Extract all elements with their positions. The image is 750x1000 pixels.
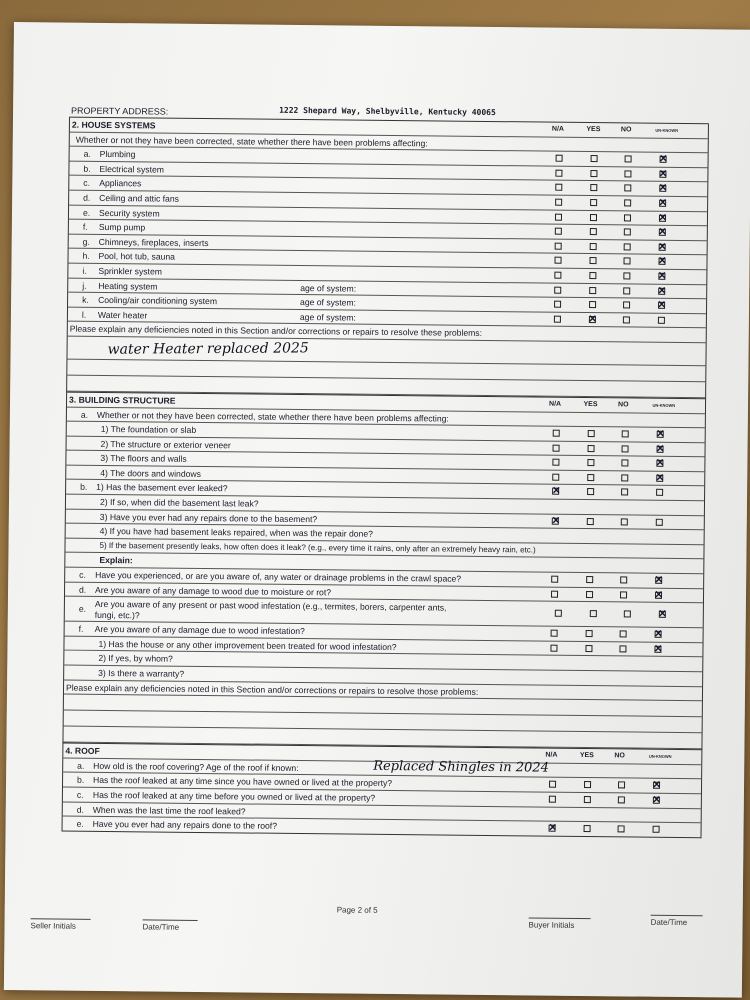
item-letter: f. <box>82 221 88 232</box>
item-label: Appliances <box>99 178 142 189</box>
item-letter: b. <box>77 775 85 786</box>
checkbox-na[interactable] <box>554 315 561 322</box>
checkbox-na[interactable] <box>551 590 558 597</box>
checkbox-unknown[interactable] <box>653 782 660 789</box>
checkbox-no[interactable] <box>624 214 631 221</box>
checkbox-no[interactable] <box>623 302 630 309</box>
item-text: 2) If yes, by whom? <box>98 653 173 665</box>
item-letter: a. <box>80 409 89 420</box>
checkbox-unknown[interactable] <box>656 489 663 496</box>
column-header-unknown: UN-KNOWN <box>648 753 672 760</box>
checkbox-no[interactable] <box>618 826 625 833</box>
item-text: How old is the roof covering? Age of the roof if known: <box>93 760 299 773</box>
checkbox-no[interactable] <box>621 489 628 496</box>
item-text: 3) The floors and walls <box>100 453 187 465</box>
item-letter: l. <box>81 309 87 320</box>
checkbox-unknown[interactable] <box>659 200 666 207</box>
checkbox-unknown[interactable] <box>657 316 664 323</box>
item-letter: a. <box>77 760 85 771</box>
checkbox-no[interactable] <box>622 430 629 437</box>
checkbox-unknown[interactable] <box>659 171 666 178</box>
checkbox-no[interactable] <box>618 796 625 803</box>
item-label: Ceiling and attic fans <box>99 192 179 204</box>
checkbox-no[interactable] <box>621 518 628 525</box>
property-address-label: PROPERTY ADDRESS: <box>71 105 169 117</box>
checkbox-na[interactable] <box>552 517 559 524</box>
checkbox-unknown[interactable] <box>658 229 665 236</box>
section-house-systems <box>66 118 709 400</box>
item-letter: c. <box>76 789 84 800</box>
item-label: Plumbing <box>99 149 136 160</box>
checkbox-no[interactable] <box>624 199 631 206</box>
item-text: Are you aware of any damage due to wood infestation? <box>94 624 305 637</box>
item-text: 3) Is there a warranty? <box>98 667 185 679</box>
checkbox-na[interactable] <box>551 630 558 637</box>
checkbox-na[interactable] <box>555 228 562 235</box>
intro-text: Whether or not they have been corrected, state whether there have been problems affecting: <box>96 409 449 424</box>
checkbox-no[interactable] <box>624 611 631 618</box>
item-text: Have you ever had any repairs done to the roof? <box>92 819 278 831</box>
item-text: Has the roof leaked at any time since you have owned or lived at the property? <box>93 775 393 789</box>
checkbox-na[interactable] <box>553 444 560 451</box>
section-title: 3. BUILDING STRUCTURE <box>68 394 176 406</box>
checkbox-no[interactable] <box>624 170 631 177</box>
checkbox-no[interactable] <box>618 782 625 789</box>
column-header-na: N/A <box>545 751 558 759</box>
age-of-system-label: age of system: <box>300 297 357 308</box>
item-letter: g. <box>82 236 90 247</box>
checkbox-na[interactable] <box>551 576 558 583</box>
checkbox-no[interactable] <box>622 445 629 452</box>
checkbox-yes[interactable] <box>583 796 590 803</box>
checkbox-na[interactable] <box>550 644 557 651</box>
item-text: 2) The structure or exterior veneer <box>100 438 231 450</box>
item-label: Chimneys, fireplaces, inserts <box>98 236 209 248</box>
checkbox-unknown[interactable] <box>654 631 661 638</box>
checkbox-yes[interactable] <box>589 301 596 308</box>
item-label: Electrical system <box>99 163 164 175</box>
intro-text: Whether or not they have been corrected, state whether there have been problems affecting: <box>75 134 428 148</box>
checkbox-yes[interactable] <box>589 257 596 264</box>
item-text: 1) The foundation or slab <box>100 424 197 436</box>
checkbox-na[interactable] <box>554 286 561 293</box>
checkbox-na[interactable] <box>552 474 559 481</box>
column-header-unknown: UN-KNOWN <box>655 127 679 133</box>
checkbox-no[interactable] <box>621 460 628 467</box>
item-label: Sprinkler system <box>98 265 162 277</box>
checkbox-yes[interactable] <box>587 445 594 452</box>
checkbox-unknown[interactable] <box>656 445 663 452</box>
section-title: 2. HOUSE SYSTEMS <box>71 119 156 131</box>
checkbox-no[interactable] <box>624 229 631 236</box>
checkbox-no[interactable] <box>620 576 627 583</box>
seller-date-label: Date/Time <box>142 919 197 932</box>
checkbox-yes[interactable] <box>586 591 593 598</box>
page-footer <box>27 902 727 932</box>
section-roof <box>62 744 703 838</box>
checkbox-yes[interactable] <box>587 474 594 481</box>
item-text: 2) If so, when did the basement last leak? <box>99 496 259 509</box>
item-letter: k. <box>82 294 89 305</box>
item-letter: e. <box>76 818 84 829</box>
item-letter: b. <box>80 482 88 493</box>
column-header-na: N/A <box>548 400 562 408</box>
checkbox-yes[interactable] <box>590 184 597 191</box>
checkbox-na[interactable] <box>555 242 562 249</box>
checkbox-unknown[interactable] <box>658 258 665 265</box>
item-label: Security system <box>98 207 160 219</box>
column-header-yes: YES <box>579 752 594 760</box>
item-text: Explain: <box>99 555 133 566</box>
checkbox-yes[interactable] <box>585 630 592 637</box>
checkbox-yes[interactable] <box>589 228 596 235</box>
checkbox-yes[interactable] <box>589 287 596 294</box>
checkbox-unknown[interactable] <box>658 273 665 280</box>
checkbox-yes[interactable] <box>589 243 596 250</box>
checkbox-na[interactable] <box>549 796 556 803</box>
checkbox-unknown[interactable] <box>655 518 662 525</box>
checkbox-na[interactable] <box>555 213 562 220</box>
handwritten-water-heater: water Heater replaced 2025 <box>107 340 309 358</box>
seller-initials-label: Seller Initials <box>30 918 90 931</box>
checkbox-unknown[interactable] <box>658 244 665 251</box>
item-text: 4) The doors and windows <box>100 467 201 479</box>
checkbox-unknown[interactable] <box>654 646 661 653</box>
checkbox-unknown[interactable] <box>652 826 659 833</box>
section-title: 4. ROOF <box>65 745 100 757</box>
age-of-system-label: age of system: <box>300 282 357 294</box>
checkbox-no[interactable] <box>620 631 627 638</box>
checkbox-na[interactable] <box>554 272 561 279</box>
checkbox-unknown[interactable] <box>659 185 666 192</box>
checkbox-yes[interactable] <box>587 488 594 495</box>
handwritten-roof-age: Replaced Shingles in 2024 <box>373 758 549 776</box>
item-letter: c. <box>83 178 91 189</box>
checkbox-na[interactable] <box>555 169 562 176</box>
checkbox-no[interactable] <box>624 185 631 192</box>
checkbox-na[interactable] <box>553 430 560 437</box>
checkbox-no[interactable] <box>621 474 628 481</box>
item-text: 1) Has the house or any other improvement been treated for wood infestation? <box>98 638 397 652</box>
item-label: Sump pump <box>98 222 146 233</box>
checkbox-unknown[interactable] <box>658 302 665 309</box>
checkbox-no[interactable] <box>623 316 630 323</box>
buyer-date-label: Date/Time <box>651 915 703 928</box>
checkbox-yes[interactable] <box>590 199 597 206</box>
age-of-system-label: age of system: <box>299 311 356 323</box>
explain-prompt: Please explain any deficiencies noted in this Section and/or corrections or repairs to resolve those problems: <box>65 682 479 697</box>
checkbox-yes[interactable] <box>583 825 590 832</box>
item-label: Pool, hot tub, sauna <box>98 251 176 263</box>
checkbox-yes[interactable] <box>588 316 595 323</box>
item-letter: d. <box>76 804 84 815</box>
item-letter: b. <box>83 163 91 174</box>
checkbox-yes[interactable] <box>590 155 597 162</box>
disclosure-form <box>62 101 710 838</box>
item-label: Cooling/air conditioning system <box>98 295 218 307</box>
property-address-value: 1222 Shepard Way, Shelbyville, Kentucky 40065 <box>279 105 496 118</box>
checkbox-na[interactable] <box>549 781 556 788</box>
column-header-yes: YES <box>586 126 601 134</box>
checkbox-no[interactable] <box>623 258 630 265</box>
item-letter: h. <box>82 251 90 262</box>
checkbox-na[interactable] <box>554 257 561 264</box>
checkbox-no[interactable] <box>620 591 627 598</box>
checkbox-yes[interactable] <box>589 610 596 617</box>
checkbox-na[interactable] <box>552 488 559 495</box>
checkbox-unknown[interactable] <box>652 797 659 804</box>
checkbox-unknown[interactable] <box>659 156 666 163</box>
checkbox-yes[interactable] <box>589 272 596 279</box>
checkbox-unknown[interactable] <box>658 287 665 294</box>
checkbox-yes[interactable] <box>586 576 593 583</box>
item-letter: e. <box>82 207 91 218</box>
column-header-na: N/A <box>551 125 565 133</box>
checkbox-no[interactable] <box>623 272 630 279</box>
column-header-yes: YES <box>583 400 598 409</box>
checkbox-unknown[interactable] <box>654 591 661 598</box>
checkbox-na[interactable] <box>549 825 556 832</box>
checkbox-na[interactable] <box>555 184 562 191</box>
checkbox-no[interactable] <box>624 243 631 250</box>
section-building-structure <box>62 392 706 750</box>
checkbox-no[interactable] <box>619 645 626 652</box>
column-header-unknown: UN-KNOWN <box>652 402 676 408</box>
page-number: Page 2 of 5 <box>336 905 378 915</box>
checkbox-unknown[interactable] <box>658 214 665 221</box>
checkbox-na[interactable] <box>556 155 563 162</box>
checkbox-yes[interactable] <box>589 214 596 221</box>
item-letter: j. <box>82 280 87 291</box>
checkbox-na[interactable] <box>555 199 562 206</box>
buyer-initials-label: Buyer Initials <box>529 917 591 930</box>
column-header-no: NO <box>614 752 625 760</box>
item-text: Have you experienced, or are you aware of, any water or drainage problems in the crawl space? <box>95 569 462 584</box>
item-text: Are you aware of any damage to wood due to moisture or rot? <box>95 584 332 597</box>
checkbox-unknown[interactable] <box>656 460 663 467</box>
item-letter: c. <box>79 569 86 580</box>
checkbox-no[interactable] <box>623 287 630 294</box>
item-text: 1) Has the basement ever leaked? <box>96 482 228 494</box>
item-text: Are you aware of any present or past wood infestation (e.g., termites, borers, carpenter ants, <box>94 599 447 613</box>
item-letter: d. <box>79 584 87 595</box>
checkbox-yes[interactable] <box>585 645 592 652</box>
column-header-no: NO <box>617 401 629 409</box>
item-letter: a. <box>83 148 91 159</box>
checkbox-unknown[interactable] <box>658 611 665 618</box>
item-letter: e. <box>78 603 87 615</box>
checkbox-yes[interactable] <box>586 518 593 525</box>
checkbox-yes[interactable] <box>590 170 597 177</box>
checkbox-yes[interactable] <box>587 459 594 466</box>
checkbox-unknown[interactable] <box>655 577 662 584</box>
checkbox-no[interactable] <box>625 156 632 163</box>
checkbox-na[interactable] <box>552 459 559 466</box>
checkbox-yes[interactable] <box>587 430 594 437</box>
item-text: When was the last time the roof leaked? <box>92 804 246 817</box>
checkbox-na[interactable] <box>554 301 561 308</box>
item-text-cont: fungi, etc.)? <box>94 610 140 621</box>
checkbox-yes[interactable] <box>584 781 591 788</box>
item-text: 3) Have you ever had any repairs done to the basement? <box>99 511 318 524</box>
item-label: Heating system <box>98 280 158 292</box>
checkbox-unknown[interactable] <box>656 475 663 482</box>
item-letter: i. <box>82 265 87 276</box>
explain-prompt: Please explain any deficiencies noted in this Section and/or corrections or repairs to resolve these problems: <box>69 323 483 339</box>
item-text: 5) If the basement presently leaks, how often does it leak? (e.g., every time it rains, only after an extremely heavy rain, etc.) <box>99 540 536 555</box>
item-letter: f. <box>78 623 84 634</box>
checkbox-unknown[interactable] <box>656 431 663 438</box>
item-text: Has the roof leaked at any time before you owned or lived at the property? <box>92 789 376 803</box>
checkbox-na[interactable] <box>555 610 562 617</box>
column-header-no: NO <box>620 126 632 134</box>
item-label: Water heater <box>97 309 148 321</box>
form-page <box>4 22 750 998</box>
item-text: 4) If you have had basement leaks repaired, when was the repair done? <box>99 526 373 540</box>
item-letter: d. <box>83 192 91 203</box>
